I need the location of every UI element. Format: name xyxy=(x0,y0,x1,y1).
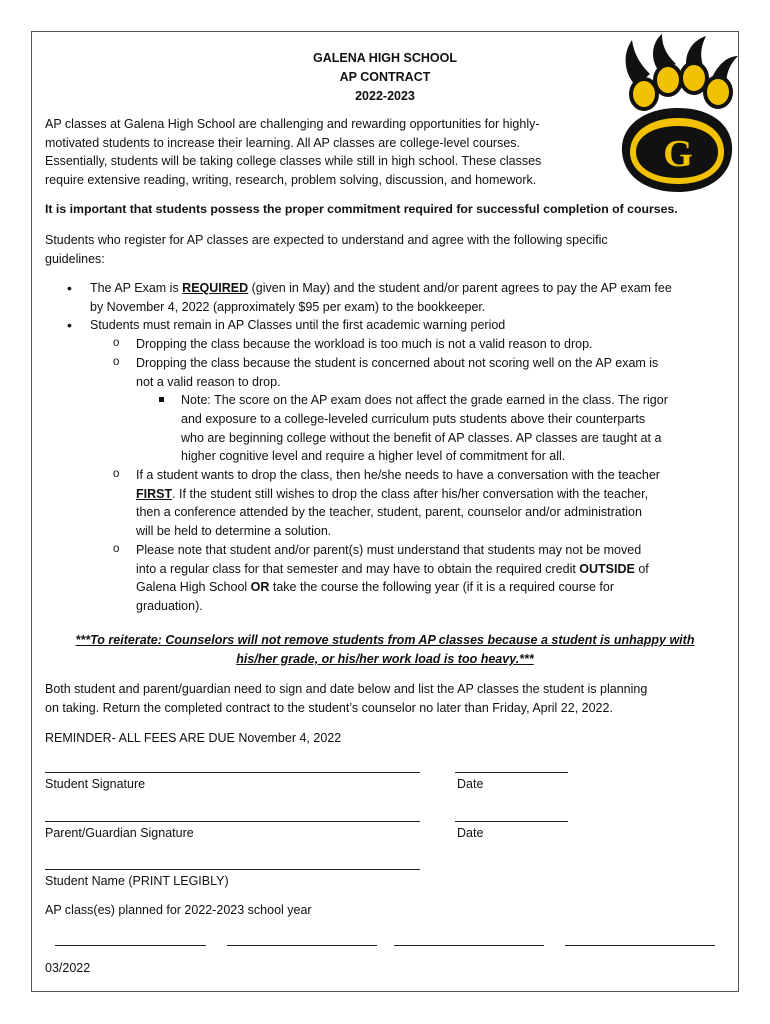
sub-scoring: o Dropping the class because the student is concerned about not scoring well on the AP exam is not a valid reason to drop. xyxy=(45,354,735,391)
parent-signature-label: Parent/Guardian Signature xyxy=(45,826,194,840)
school-year: 2022-2023 xyxy=(355,89,415,103)
reminder-text: REMINDER- ALL FEES ARE DUE November 4, 2022 xyxy=(45,731,342,745)
guideline-remain: • Students must remain in AP Classes until the first academic warning period xyxy=(45,316,735,335)
ap-class-line-2[interactable] xyxy=(227,945,377,946)
commitment-statement: It is important that students possess the proper commitment required for successful completion of courses. xyxy=(45,202,678,216)
student-date-line[interactable] xyxy=(455,772,568,773)
student-name-line[interactable] xyxy=(45,869,420,870)
document-title: AP CONTRACT xyxy=(339,70,431,84)
ap-classes-label: AP class(es) planned for 2022-2023 school year xyxy=(45,903,312,917)
guidelines-list xyxy=(45,279,735,616)
ap-class-line-4[interactable] xyxy=(565,945,715,946)
closing-paragraph: Both student and parent/guardian need to sign and date below and list the AP classes the student is planning on taking. Return the completed contract to the student’s counselor no later than Friday, April 22, 2022. xyxy=(45,682,648,715)
sub-drop-conversation: o If a student wants to drop the class, then he/she needs to have a conversation with the teacher FIRST. If the student still wishes to drop the class after his/her conversation with the teacher, then a conference attended by the teacher, student, parent, counselor and/or administration will be held to determine a solution. xyxy=(45,466,735,541)
student-name-label: Student Name (PRINT LEGIBLY) xyxy=(45,874,229,888)
school-name: GALENA HIGH SCHOOL xyxy=(313,51,457,65)
logo-letter: G xyxy=(663,133,693,175)
parent-date-line[interactable] xyxy=(455,821,568,822)
parent-date-label: Date xyxy=(457,826,484,840)
intro-paragraph: AP classes at Galena High School are challenging and rewarding opportunities for highly- motivated students to increase their learning. All AP classes are college-level courses. Essentially, students will be taking college classes while still in high school. These classes require extensive reading, writing, research, problem solving, discussion, and homework. xyxy=(45,117,542,188)
sub-workload: o Dropping the class because the workload is too much is not a valid reason to drop. xyxy=(45,335,735,354)
ap-class-line-3[interactable] xyxy=(394,945,544,946)
sub-note: Note: The score on the AP exam does not affect the grade earned in the class. The rigor and exposure to a college-leveled curriculum puts students above their counterparts who are beginning college without the benefit of AP classes. AP classes are taught at a higher cognitive level and require a higher level of commitment for all. xyxy=(45,391,735,466)
reiterate-line-1: ***To reiterate: Counselors will not remove students from AP classes because a student is unhappy with xyxy=(75,633,695,647)
guidelines-intro: Students who register for AP classes are expected to understand and agree with the following specific guidelines: xyxy=(45,233,608,266)
student-signature-line[interactable] xyxy=(45,772,420,773)
footer-date: 03/2022 xyxy=(45,961,91,975)
student-date-label: Date xyxy=(457,777,484,791)
reiterate-line-2: his/her grade, or his/her work load is too heavy.*** xyxy=(236,652,534,666)
guideline-exam-fee: • The AP Exam is REQUIRED (given in May) and the student and/or parent agrees to pay the AP exam fee by November 4, 2022 (approximately $95 per exam) to the bookkeeper. xyxy=(45,279,735,316)
bear-paw-logo xyxy=(614,34,740,194)
ap-class-line-1[interactable] xyxy=(55,945,206,946)
parent-signature-line[interactable] xyxy=(45,821,420,822)
sub-please-note: o Please note that student and/or parent(s) must understand that students may not be moved into a regular class for that semester and may have to obtain the required credit OUTSIDE of Galena High School OR take the course the following year (if it is a required course for graduation). xyxy=(45,541,735,616)
student-signature-label: Student Signature xyxy=(45,777,146,791)
